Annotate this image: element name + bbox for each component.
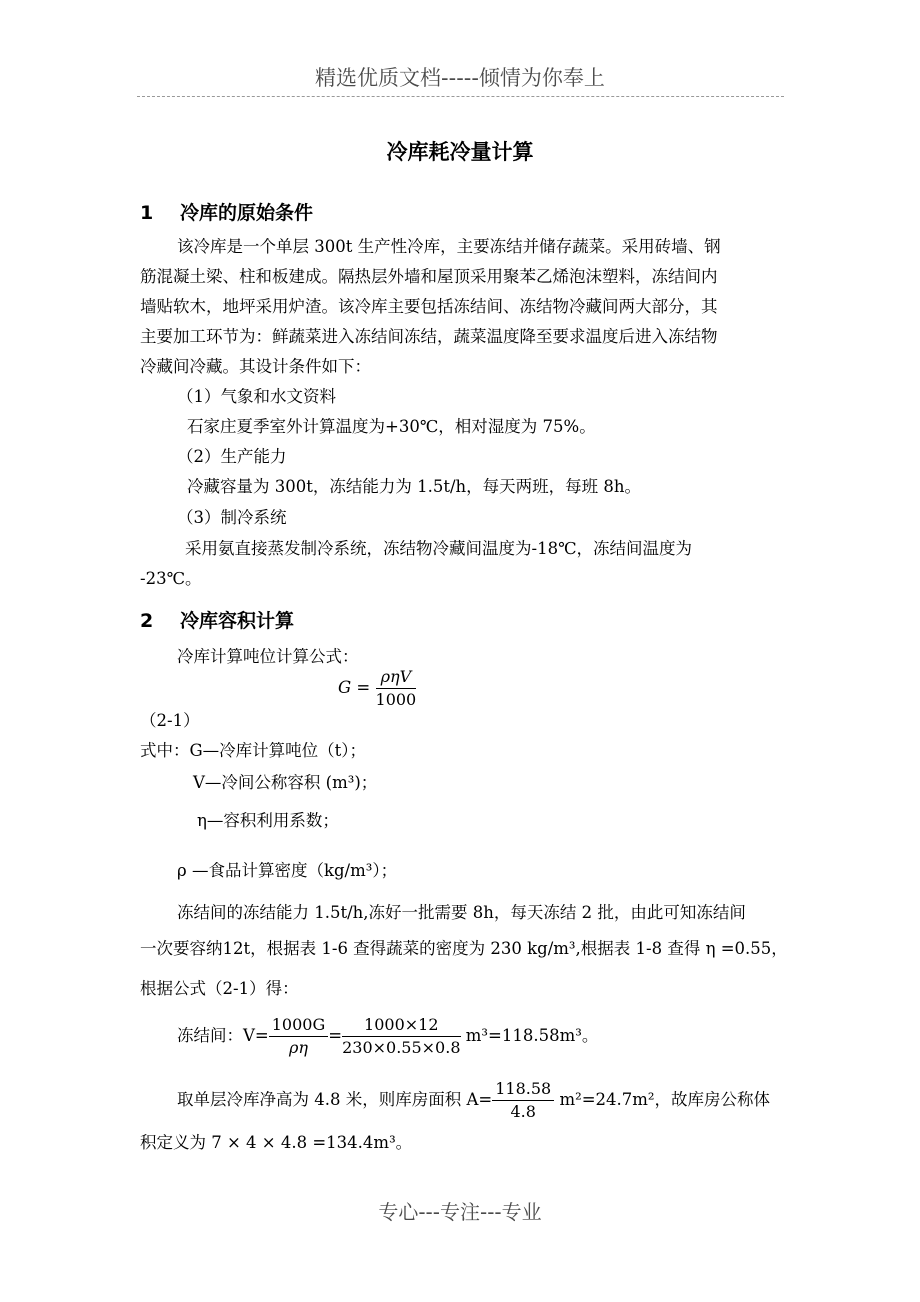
calc-fraction-2 <box>342 1014 460 1059</box>
item-1-label: （1）气象和水文资料 <box>177 387 336 406</box>
para-line-3: 根据公式（2-1）得： <box>140 979 299 998</box>
section-2-title: 冷库容积计算 <box>180 610 295 632</box>
document-title: 冷库耗冷量计算 <box>386 140 534 164</box>
calc-f2-denominator: 230×0.55×0.8 <box>342 1038 461 1057</box>
s1-line-1: 该冷库是一个单层 300t 生产性冷库，主要冻结并储存蔬菜。采用砖墙、钢 <box>177 237 721 256</box>
area-numerator: 118.58 <box>492 1078 554 1101</box>
calc-f1-denominator: ρη <box>289 1038 308 1057</box>
volume-definition: 积定义为 7 × 4 × 4.8 =134.4m³。 <box>140 1133 413 1152</box>
area-denominator: 4.8 <box>510 1102 536 1121</box>
page-footer: 专心---专注---专业 <box>378 1200 542 1224</box>
equation-label: （2-1） <box>140 711 200 730</box>
section-2-number: 2 <box>140 610 154 632</box>
calc-f2-numerator: 1000×12 <box>342 1014 460 1037</box>
area-prefix: 取单层冷库净高为 4.8 米，则库房面积 A= <box>177 1090 493 1109</box>
section-1-title: 冷库的原始条件 <box>180 202 314 224</box>
section-2-heading <box>140 606 294 633</box>
s1-line-2: 筋混凝土梁、柱和板建成。隔热层外墙和屋顶采用聚苯乙烯泡沫塑料，冻结间内 <box>140 267 718 286</box>
volume-calc <box>177 1014 598 1059</box>
item-3-text-a: 采用氨直接蒸发制冷系统，冻结物冷藏间温度为-18℃，冻结间温度为 <box>185 539 693 558</box>
item-3-text-b: -23℃。 <box>140 569 202 588</box>
item-3-label: （3）制冷系统 <box>177 508 287 527</box>
section-1-number: 1 <box>140 202 154 224</box>
para-line-2: 一次要容纳12t，根据表 1-6 查得蔬菜的密度为 230 kg/m³,根据表 1-8 查得 η =0.55， <box>140 939 788 958</box>
area-calc <box>177 1078 770 1123</box>
para-line-1: 冻结间的冻结能力 1.5t/h,冻好一批需要 8h，每天冻结 2 批，由此可知冻结间 <box>177 903 746 922</box>
calc-suffix: m³=118.58m³。 <box>460 1026 599 1045</box>
calc-equals: = <box>328 1026 343 1045</box>
formula-lhs: G = <box>338 678 371 697</box>
calc-fraction-1 <box>269 1014 329 1059</box>
header-divider <box>137 96 784 97</box>
formula-denominator: 1000 <box>375 690 417 709</box>
calc-f1-numerator: 1000G <box>269 1014 329 1037</box>
item-2-label: （2）生产能力 <box>177 447 287 466</box>
formula-numerator: ρηV <box>376 666 417 689</box>
section-1-heading <box>140 198 313 225</box>
formula-intro: 冷库计算吨位计算公式： <box>177 647 359 666</box>
s1-line-5: 冷藏间冷藏。其设计条件如下： <box>140 357 371 376</box>
where-eta: η—容积利用系数； <box>197 811 339 830</box>
where-rho: ρ —食品计算密度（kg/m³）； <box>177 861 398 880</box>
area-suffix: m²=24.7m²，故库房公称体 <box>554 1090 771 1109</box>
item-2-text: 冷藏容量为 300t，冻结能力为 1.5t/h，每天两班，每班 8h。 <box>187 477 642 496</box>
s1-line-4: 主要加工环节为：鲜蔬菜进入冻结间冻结，蔬菜温度降至要求温度后进入冻结物 <box>140 327 718 346</box>
area-fraction <box>492 1078 554 1123</box>
formula-fraction <box>376 666 417 711</box>
page-header: 精选优质文档-----倾情为你奉上 <box>315 66 605 90</box>
item-1-text: 石家庄夏季室外计算温度为+30℃，相对湿度为 75%。 <box>187 417 596 436</box>
where-v: V—冷间公称容积 (m³)； <box>193 773 378 792</box>
formula-g <box>338 666 416 711</box>
s1-line-3: 墙贴软木，地坪采用炉渣。该冷库主要包括冻结间、冻结物冷藏间两大部分，其 <box>140 297 718 316</box>
where-g: 式中：G—冷库计算吨位（t）； <box>140 741 367 760</box>
calc-prefix: 冻结间：V= <box>177 1026 269 1045</box>
